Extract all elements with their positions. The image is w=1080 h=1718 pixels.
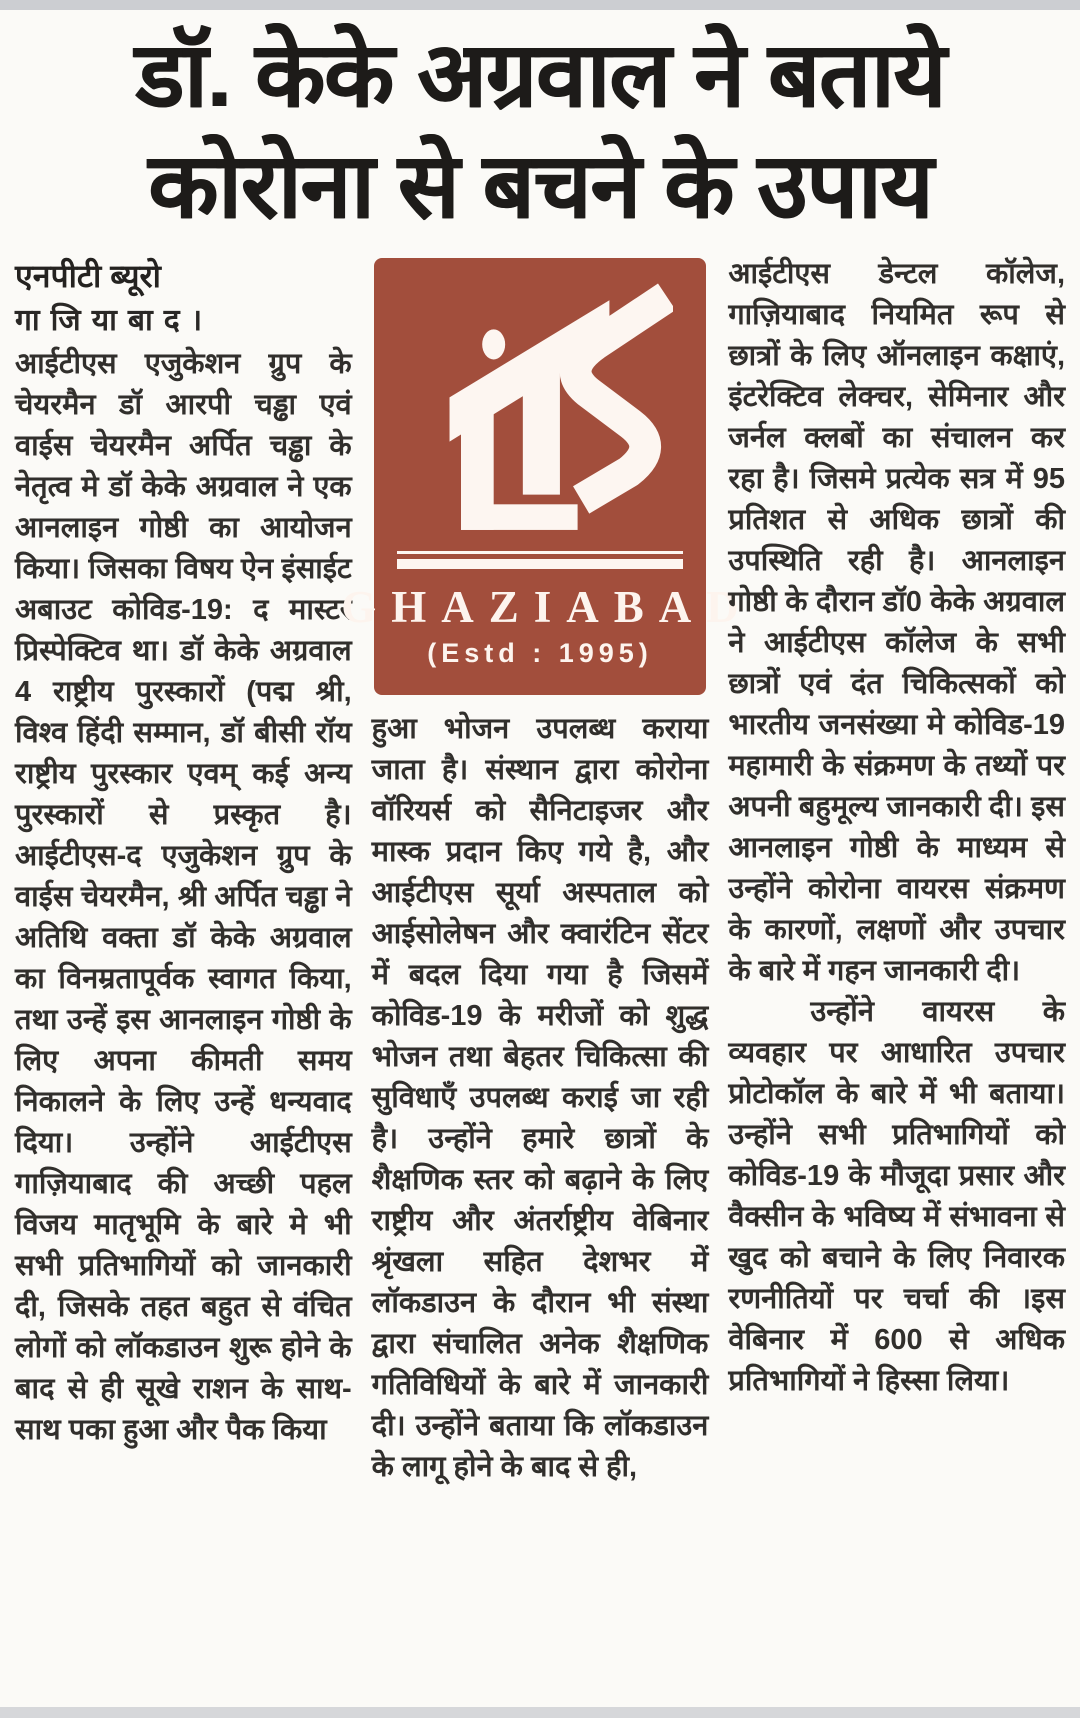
- byline-agency: एनपीटी ब्यूरो: [15, 258, 161, 294]
- column-right: [728, 254, 1065, 1488]
- headline-line-2: कोरोना से बचने के उपाय: [147, 136, 932, 237]
- middle-column-paragraph: हुआ भोजन उपलब्ध कराया जाता है। संस्थान द्वारा कोरोना वॉरियर्स को सैनिटाइजर और मास्क प्रदान किए गये है, और आईटीएस सूर्या अस्पताल को आईसोलेषन और क्वारंटिन सेंटर में बदल दिया गया है जिसमें कोविड-19 के मरीजों को शुद्ध भोजन तथा बेहतर चिकित्सा की सुविधाएँ उपलब्ध कराई जा रही है। उन्होंने हमारे छात्रों के शैक्षणिक स्तर को बढ़ाने के लिए राष्ट्रीय और अंतर्राष्ट्रीय वेबिनार श्रृंखला सहित देशभर में लॉकडाउन के दौरान भी संस्था द्वारा संचालित अनेक शैक्षणिक गतिविधियों के बारे में जानकारी दी। उन्होंने बताया कि लॉकडाउन के लागू होने के बाद से ही,: [371, 713, 709, 1483]
- its-ghaziabad-logo: [341, 258, 754, 695]
- scan-edge-top: [0, 0, 1080, 10]
- right-column-paragraph-2: उन्होंने वायरस के व्यवहार पर आधारित उपचार प्रोटोकॉल के बारे में भी बताया। उन्होंने सभी प्रतिभागियों को कोविड-19 के मौजूदा प्रसार और वैक्सीन के भविष्य में संभावना से खुद को बचाने के लिए निवारक रणनीतियों पर चर्चा की ।इस वेबिनार में 600 से अधिक प्रतिभागियों ने हिस्सा लिया।: [728, 996, 1066, 1397]
- right-column-paragraph-1: आईटीएस डेन्टल कॉलेज, गाज़ियाबाद नियमित रूप से छात्रों के लिए ऑनलाइन कक्षाएं, इंटरेक्टिव लेक्चर, सेमिनार और जर्नल क्लबों का संचालन कर रहा है। जिसमे प्रत्येक सत्र में 95 प्रतिशत से अधिक छात्रों की उपस्थिति रही है। आनलाइन गोष्ठी के दौरान डॉ0 केके अग्रवाल ने आईटीएस कॉलेज के सभी छात्रों एवं दंत चिकित्सकों को भारतीय जनसंख्या मे कोविड-19 महामारी के संक्रमण के तथ्यों पर अपनी बहुमूल्य जानकारी दी। इस आनलाइन गोष्ठी के माध्यम से उन्होंने कोरोना वायरस संक्रमण के कारणों, लक्षणों और उपचार के बारे में गहन जानकारी दी।: [728, 258, 1066, 987]
- headline-line-1: डॉ. केके अग्रवाल ने बताये: [135, 25, 945, 126]
- logo-city-label: GHAZIABAD: [341, 582, 754, 632]
- column-middle: [341, 254, 754, 1488]
- column-left: [15, 254, 352, 1488]
- logo-estd-label: (Estd : 1995): [427, 638, 653, 668]
- byline-dateline: गाजियाबाद।: [15, 304, 214, 337]
- its-logo-mark: [374, 258, 707, 551]
- article-headline: [0, 10, 1080, 246]
- its-monogram-icon: [408, 262, 673, 547]
- left-column-paragraph: आईटीएस एजुकेशन ग्रुप के चेयरमैन डॉ आरपी चड्ढा एवं वाईस चेयरमैन अर्पित चड्ढा के नेतृत्व मे डॉ केके अग्रवाल ने एक आनलाइन गोष्ठी का आयोजन किया। जिसका विषय ऐन इंसाईट अबाउट कोविड-19: द मास्टर प्रिस्पेक्टिव था। डॉ केके अग्रवाल 4 राष्ट्रीय पुरस्कारों (पद्म श्री, विश्व हिंदी सम्मान, डॉ बीसी रॉय राष्ट्रीय पुरस्कार एवम् कई अन्य पुरस्कारों से प्रस्कृत है। आईटीएस-द एजुकेशन ग्रुप के वाईस चेयरमैन, श्री अर्पित चड्ढा ने अतिथि वक्ता डॉ केके अग्रवाल का विनम्रतापूर्वक स्वागत किया, तथा उन्हें इस आनलाइन गोष्ठी के लिए अपना कीमती समय निकालने के लिए उन्हें धन्यवाद दिया। उन्होंने आईटीएस गाज़ियाबाद की अच्छी पहल विजय मातृभूमि के बारे मे भी सभी प्रतिभागियों को जानकारी दी, जिसके तहत बहुत से वंचित लोगों को लॉकडाउन शुरू होने के बाद से ही सूखे राशन के साथ-साथ पका हुआ और पैक किया: [15, 348, 352, 1446]
- logo-divider-rule: [397, 551, 683, 569]
- scan-edge-bottom: [0, 1707, 1080, 1718]
- article-columns: [0, 246, 1080, 1514]
